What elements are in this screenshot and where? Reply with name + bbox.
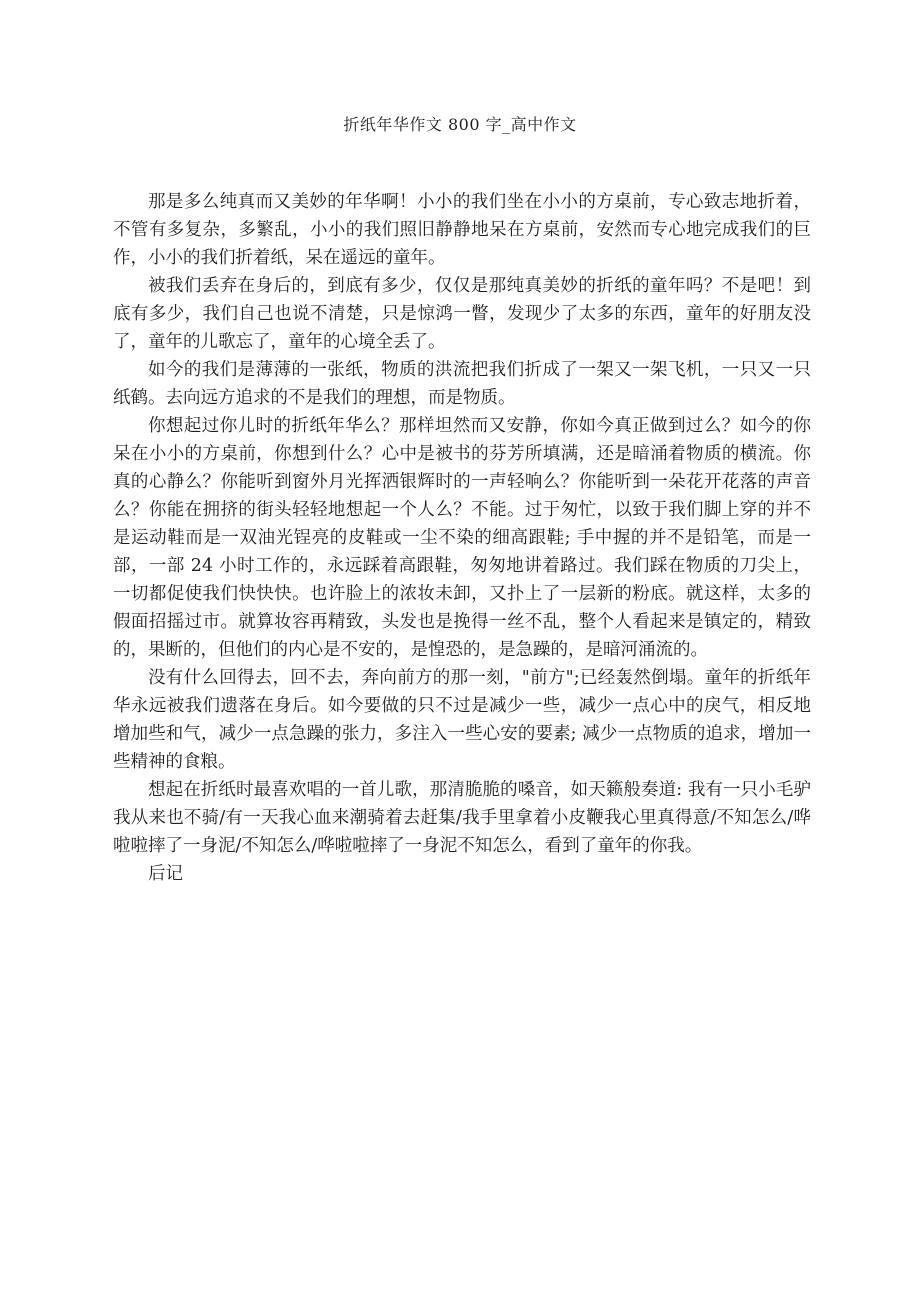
document-title: 折纸年华作文 800 字_高中作文	[343, 115, 577, 134]
paragraph-6: 想起在折纸时最喜欢唱的一首儿歌，那清脆脆的嗓音，如天籁般奏道: 我有一只小毛驴我从来也不骑/有一天我心血来潮骑着去赶集/我手里拿着小皮鞭我心里真得意/不知怎么/哗啦啦摔了一身泥/不知怎么/哗啦啦摔了一身泥不知怎么，看到了童年的你我。	[113, 780, 811, 856]
paragraph-5: 没有什么回得去，回不去，奔向前方的那一刻，"前方";已经轰然倒塌。童年的折纸年华永远被我们遗落在身后。如今要做的只不过是减少一些，减少一点心中的戾气，相反地增加些和气，减少一点急躁的张力，多注入一些心安的要素; 减少一点物质的追求，增加一些精神的食粮。	[113, 668, 811, 772]
paragraph-postscript: 后记	[148, 864, 183, 884]
paragraph-4: 你想起过你儿时的折纸年华么？那样坦然而又安静，你如今真正做到过么？如今的你呆在小小的方桌前，你想到什么？心中是被书的芬芳所填满，还是暗涌着物质的横流。你真的心静么？你能听到窗外月光挥洒银辉时的一声轻响么？你能听到一朵花开花落的声音么？你能在拥挤的街头轻轻地想起一个人么？不能。过于匆忙，以致于我们脚上穿的并不是运动鞋而是一双油光锃亮的皮鞋或一尘不染的细高跟鞋; 手中握的并不是铅笔，而是一部，一部 24 小时工作的，永远踩着高跟鞋，匆匆地讲着路过。我们踩在物质的刀尖上，一切都促使我们快快快。也许脸上的浓妆未卸，又扑上了一层新的粉底。就这样，太多的假面招摇过市。就算妆容再精致，头发也是挽得一丝不乱，整个人看起来是镇定的，精致的，果断的，但他们的内心是不安的，是惶恐的，是急躁的，是暗河涌流的。	[113, 416, 811, 660]
paragraph-1: 那是多么纯真而又美妙的年华啊！小小的我们坐在小小的方桌前，专心致志地折着，不管有多复杂，多繁乱，小小的我们照旧静静地呆在方桌前，安然而专心地完成我们的巨作，小小的我们折着纸，呆在遥远的童年。	[113, 192, 811, 268]
paragraph-3: 如今的我们是薄薄的一张纸，物质的洪流把我们折成了一架又一架飞机，一只又一只纸鹤。去向远方追求的不是我们的理想，而是物质。	[113, 360, 811, 408]
document-body	[113, 188, 811, 888]
paragraph-2: 被我们丢弃在身后的，到底有多少，仅仅是那纯真美妙的折纸的童年吗？不是吧！到底有多少，我们自己也说不清楚，只是惊鸿一瞥，发现少了太多的东西，童年的好朋友没了，童年的儿歌忘了，童年的心境全丢了。	[113, 276, 811, 352]
